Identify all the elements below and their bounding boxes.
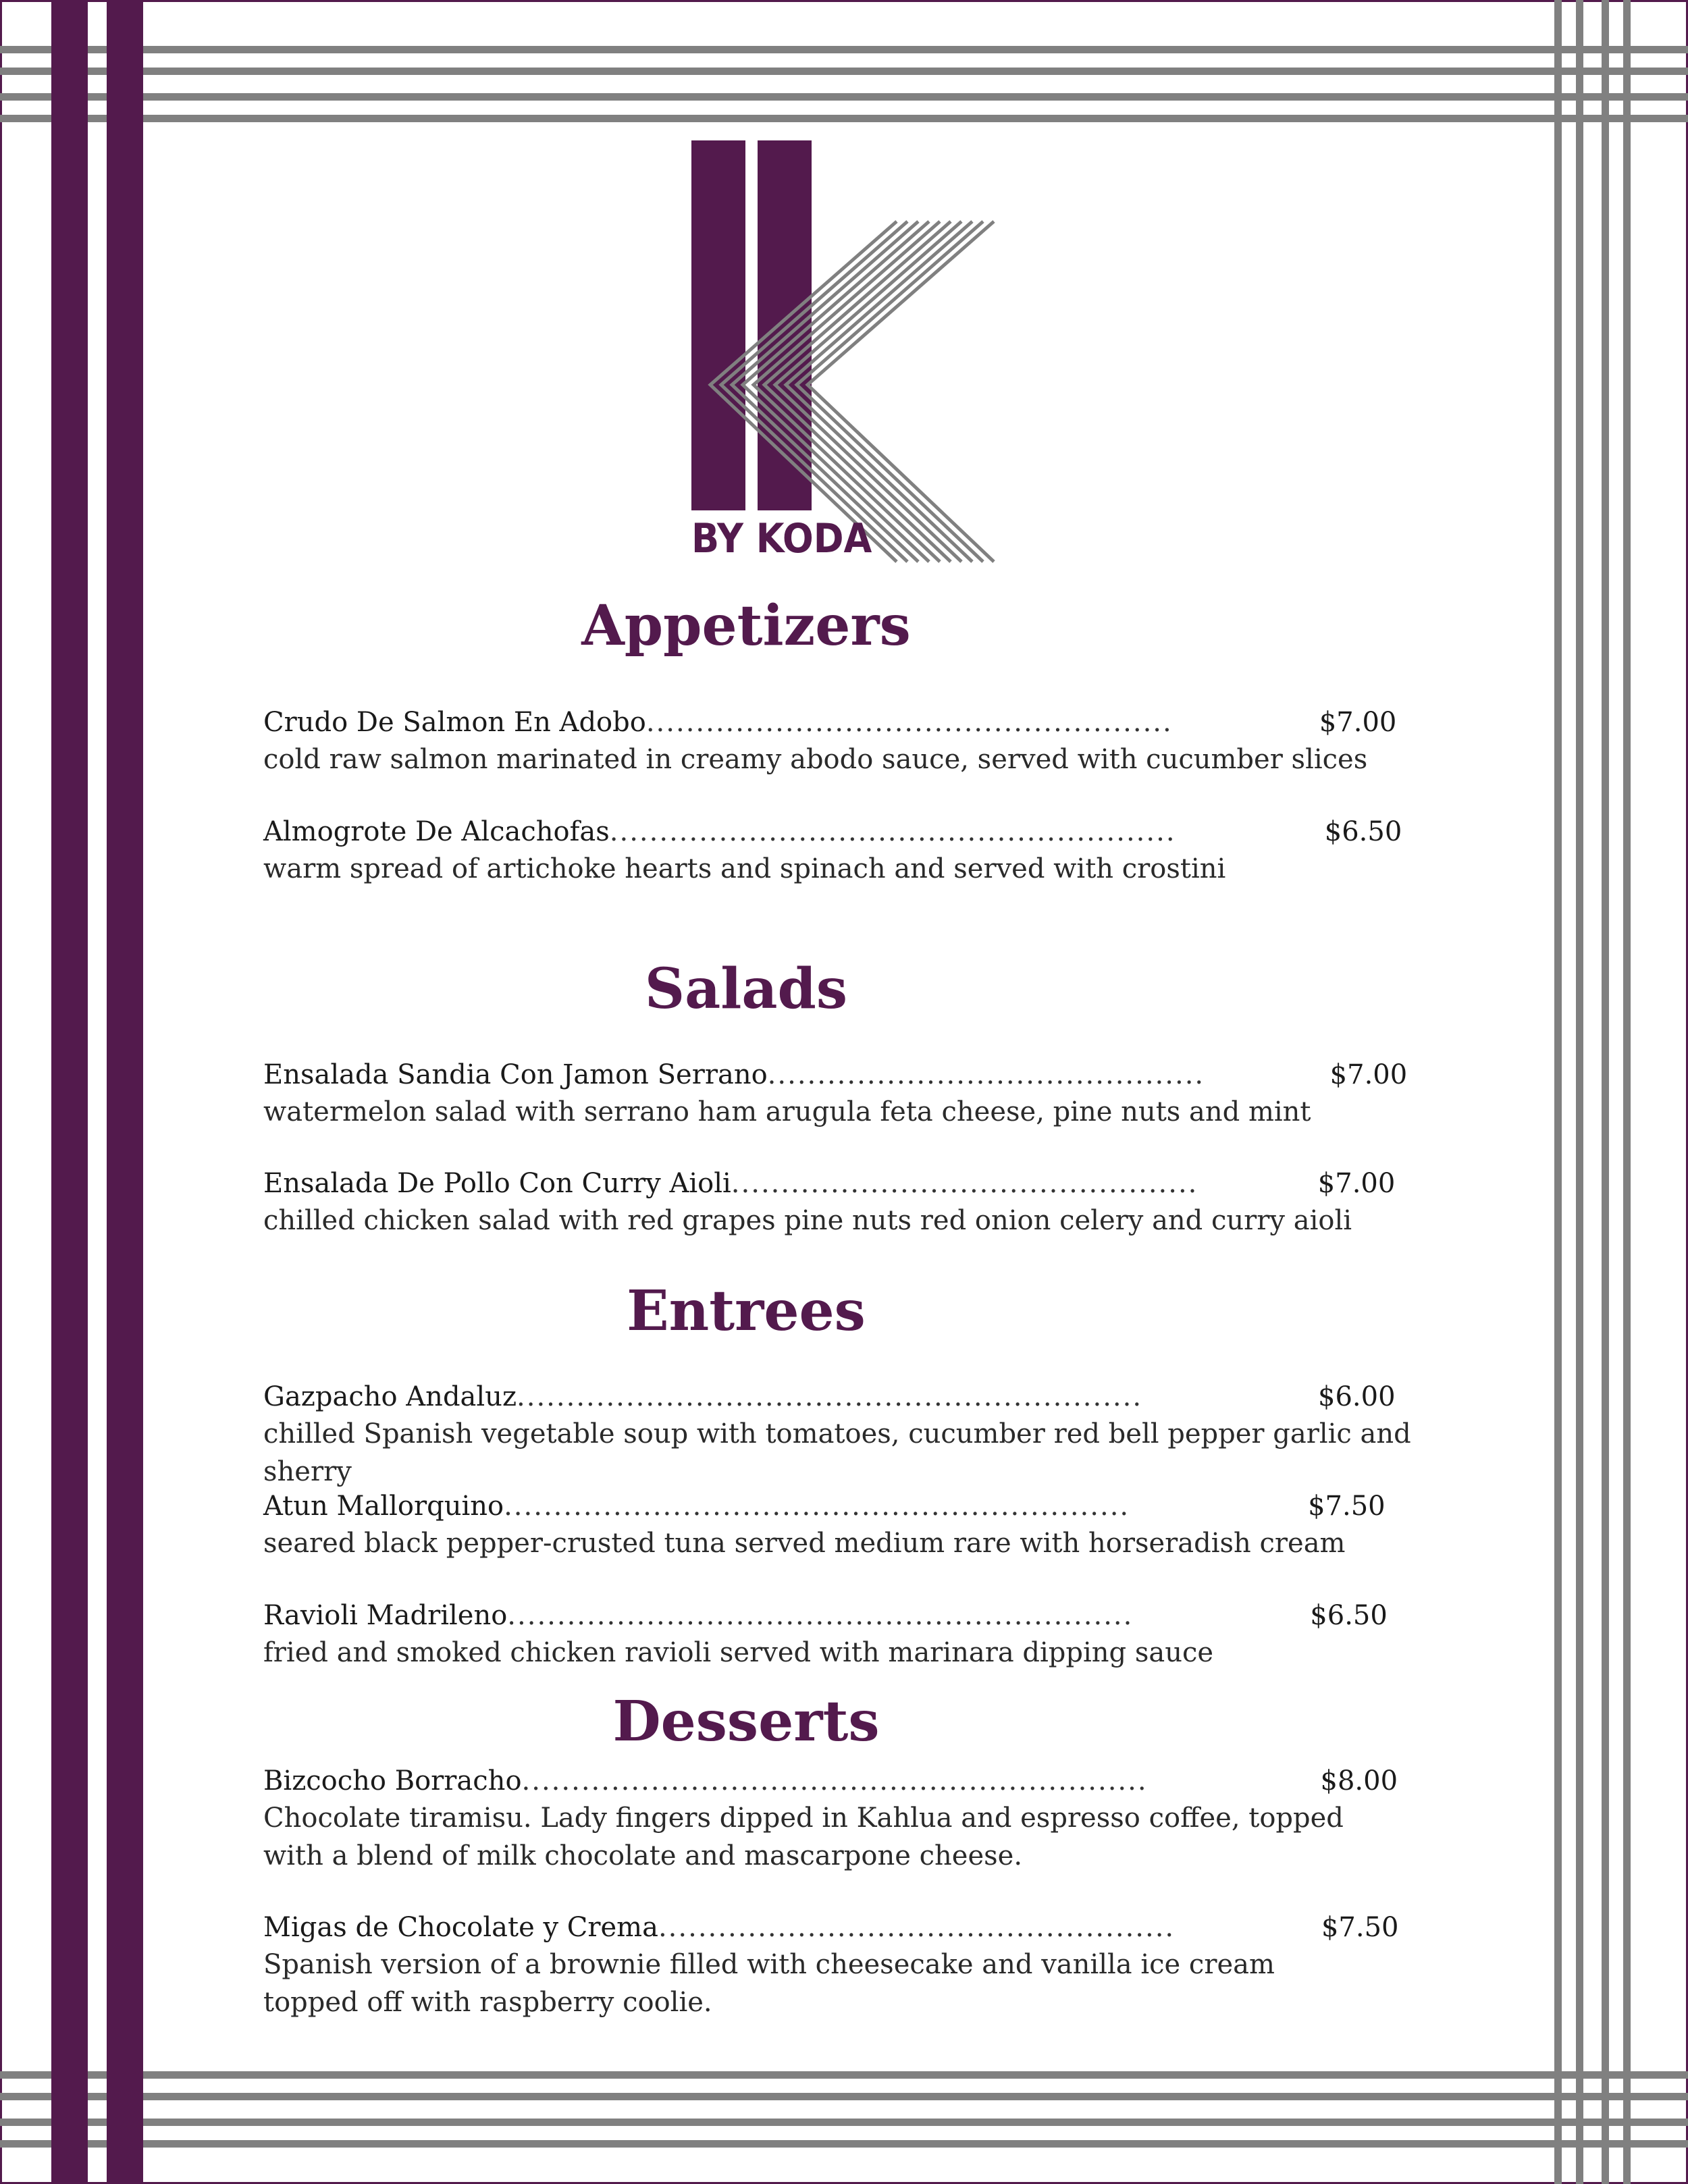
item-description: chilled chicken salad with red grapes pine nuts red onion celery and curry aioli: [263, 1205, 1352, 1236]
item-header: [263, 1057, 1407, 1093]
item-header: [263, 1488, 1386, 1524]
koda-logo: [689, 135, 999, 567]
dot-leader: .........................................................: [609, 816, 1176, 847]
item-header: [263, 1379, 1396, 1415]
item-price: $6.00: [1318, 1381, 1396, 1412]
item-description: chilled Spanish vegetable soup with tomatoes, cucumber red bell pepper garlic and sherry: [263, 1418, 1411, 1487]
section-title-desserts: Desserts: [612, 1689, 880, 1754]
item-header: [263, 1763, 1398, 1799]
dot-leader: ...............................................................: [521, 1765, 1148, 1796]
item-price: $7.00: [1319, 707, 1397, 738]
item-header: [263, 1597, 1388, 1634]
logo-chevrons: [710, 221, 994, 562]
item-header: [263, 1909, 1398, 1946]
section-title-appetizers: Appetizers: [581, 593, 911, 658]
item-name: Gazpacho Andaluz: [263, 1381, 517, 1412]
section-title-entrees: Entrees: [627, 1279, 866, 1343]
item-header: [263, 814, 1402, 850]
item-name: Ravioli Madrileno: [263, 1600, 508, 1631]
item-name: Ensalada Sandia Con Jamon Serrano: [263, 1059, 768, 1090]
item-description: seared black pepper-crusted tuna served medium rare with horseradish cream: [263, 1528, 1346, 1559]
item-description: cold raw salmon marinated in creamy abodo sauce, served with cucumber slices: [263, 744, 1368, 775]
item-name: Atun Mallorquino: [263, 1491, 504, 1522]
item-name: Crudo De Salmon En Adobo: [263, 707, 646, 738]
dot-leader: ...............................................................: [517, 1381, 1143, 1412]
bottom-stripes: [0, 2071, 1688, 2148]
dot-leader: .....................................................: [645, 707, 1173, 738]
item-name: Almogrote De Alcachofas: [263, 816, 610, 847]
item-description: watermelon salad with serrano ham arugula feta cheese, pine nuts and mint: [263, 1096, 1311, 1127]
item-price: $7.00: [1329, 1059, 1408, 1090]
item-header: [263, 704, 1396, 741]
item-name: Ensalada De Pollo Con Curry Aioli: [263, 1168, 731, 1199]
item-name: Bizcocho Borracho: [263, 1765, 522, 1796]
top-stripes: [0, 46, 1688, 122]
item-price: $7.50: [1321, 1912, 1399, 1943]
item-price: $7.00: [1317, 1168, 1396, 1199]
logo-tagline: BY KODA: [691, 515, 872, 562]
item-description: fried and smoked chicken ravioli served with marinara dipping sauce: [263, 1637, 1214, 1668]
dot-leader: ...............................................................: [504, 1491, 1130, 1522]
dot-leader: ...............................................: [731, 1168, 1198, 1199]
item-price: $7.50: [1308, 1491, 1386, 1522]
section-title-salads: Salads: [644, 957, 848, 1021]
left-purple-bars: [51, 0, 143, 2184]
item-price: $6.50: [1324, 816, 1402, 847]
item-description: Spanish version of a brownie filled with cheesecake and vanilla ice cream topped off with raspberry coolie.: [263, 1949, 1275, 2018]
dot-leader: ............................................: [767, 1059, 1205, 1090]
logo-bar-left: [691, 140, 745, 510]
dot-leader: ....................................................: [658, 1912, 1176, 1943]
item-header: [263, 1165, 1395, 1202]
item-description: warm spread of artichoke hearts and spinach and served with crostini: [263, 853, 1226, 884]
right-stripes: [1554, 0, 1631, 2184]
item-description: Chocolate tiramisu. Lady fingers dipped in Kahlua and espresso coffee, topped with a blend of milk chocolate and mascarpone cheese.: [263, 1803, 1344, 1871]
item-name: Migas de Chocolate y Crema: [263, 1912, 658, 1943]
item-price: $8.00: [1320, 1765, 1398, 1796]
item-price: $6.50: [1310, 1600, 1388, 1631]
dot-leader: ...............................................................: [507, 1600, 1134, 1631]
